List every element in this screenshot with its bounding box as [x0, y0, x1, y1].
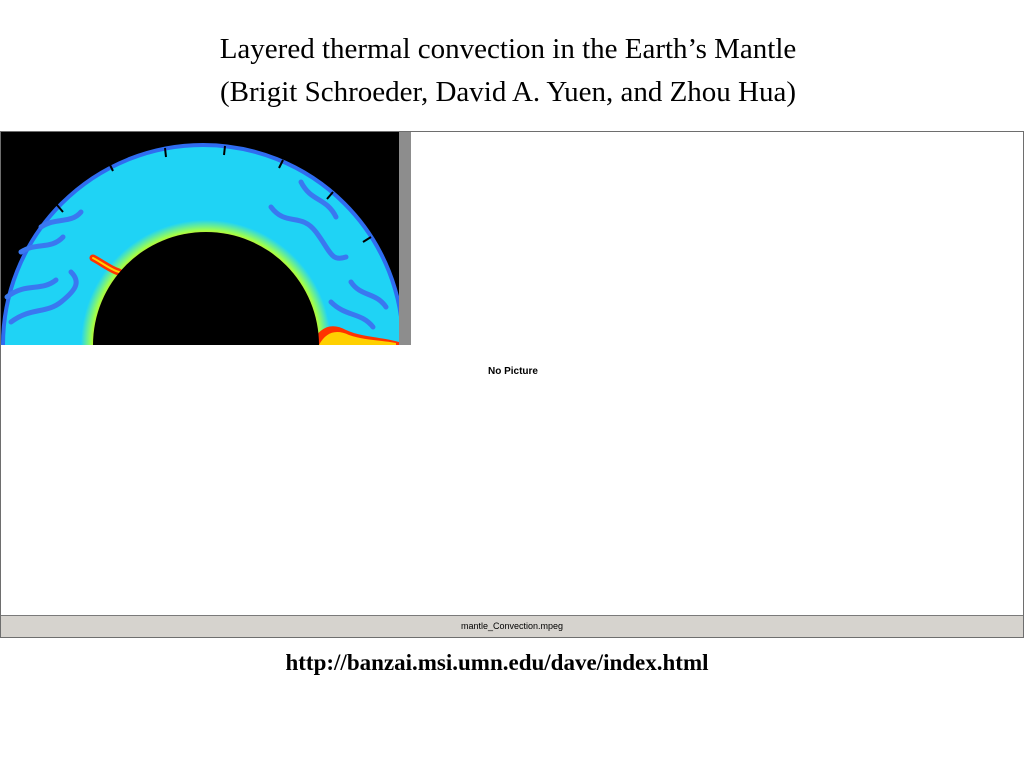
source-url-link[interactable]: http://banzai.msi.umn.edu/dave/index.html: [285, 650, 709, 675]
no-picture-label: No Picture: [487, 366, 538, 377]
video-frame-edge: [399, 132, 411, 345]
player-status-bar: [1, 615, 1023, 637]
media-player[interactable]: [0, 131, 1024, 638]
slide-title-line-2: (Brigit Schroeder, David A. Yuen, and Zhou Hua): [219, 76, 797, 108]
mantle-convection-image: [1, 132, 411, 345]
slide-title-line-1: Layered thermal convection in the Earth’s Mantle: [219, 33, 797, 65]
video-filename: mantle_Convection.mpeg: [460, 621, 564, 631]
slide-title: [0, 28, 1016, 114]
mantle-convection-video-frame[interactable]: [1, 132, 411, 345]
